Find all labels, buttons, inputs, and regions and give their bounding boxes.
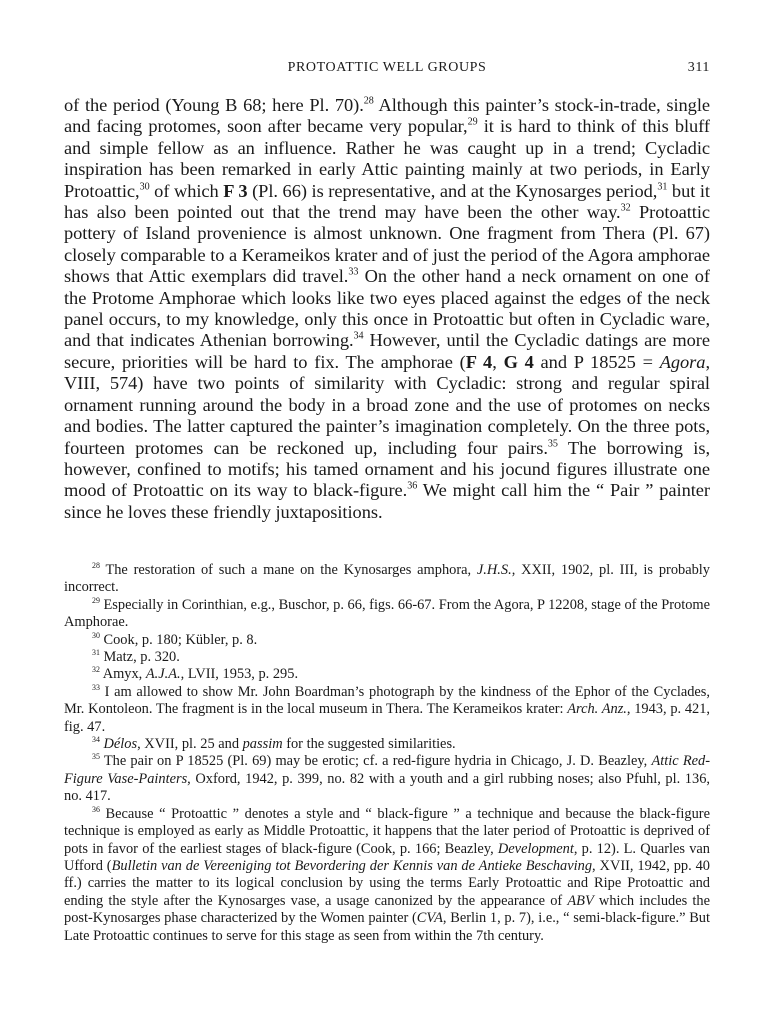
- page-header: [64, 60, 710, 80]
- page-number: 311: [687, 60, 710, 75]
- footnote-34: $^{34}$ Délos, XVII, pl. 25 and passim for the suggested similarities.: [92, 735, 456, 753]
- footnote-36: $^{36}$ Because “ Protoattic ” denotes a style and “ black-figure ” a technique and because the black-figure technique is employed as early as Middle Protoattic, it happens that the later period of Protoattic is deprived of pots in favor of the earliest stages of black-figure (Cook, p. 166; Beazley, Development, p. 12). L. Quarles van Ufford (Bulletin van de Vereeniging tot Bevordering der Kennis van de Antieke Beschaving, XVII, 1942, pp. 40 ff.) carries the matter to its logical conclusion by using the terms Early Protoattic and Ripe Protoattic and ending the style after the Kynosarges vase, a usage canonized by the appearance of ABV which includes the post-Kynosarges phase characterized by the Women painter (CVA, Berlin 1, p. 7), i.e., “ semi-black-figure.” But Late Protoattic continues to serve for this stage as seen from within the 7th century.: [64, 804, 710, 944]
- footnotes: [64, 562, 710, 945]
- body-paragraph: of the period (Young B 68; here Pl. 70).$^{28}$ Although this painter’s stock-in-trade, single and facing protomes, soon after became very popular,$^{29}$ it is hard to think of this bluff and simple fellow as an influence. Rather he was caught up in a trend; Cycladic inspiration has been remarked in early Attic painting mainly at two periods, in Early Protoattic,$^{30}$ of which F 3 (Pl. 66) is representative, and at the Kynosarges period,$^{31}$ but it has also been pointed out that the trend may have been the other way.$^{32}$ Protoattic pottery of Island provenience is almost unknown. One fragment from Thera (Pl. 67) closely comparable to a Kerameikos krater and of just the period of the Agora amphorae shows that Attic exemplars did travel.$^{33}$ On the other hand a neck ornament on one of the Protome Amphorae which looks like two eyes placed against the edges of the neck panel occurs, to my knowledge, only this once in Protoattic but often in Cycladic ware, and that indicates Athenian borrowing.$^{34}$ However, until the Cycladic datings are more secure, priorities will be hard to fix. The amphorae (F 4, G 4 and P 18525 = Agora, VIII, 574) have two points of similarity with Cycladic: strong and regular spiral ornament running around the body in a broad zone and the use of protomes on necks and bodies. The latter captured the painter’s imagination completely. On the three pots, fourteen protomes can be reckoned up, including four pairs.$^{35}$ The borrowing is, however, confined to motifs; his tamed ornament and his jocund figures illustrate one mood of Protoattic on its way to black-figure.$^{36}$ We might call him the “ Pair ” painter since he loves these friendly juxtapositions.: [64, 95, 710, 522]
- footnote-35: $^{35}$ The pair on P 18525 (Pl. 69) may be erotic; cf. a red-figure hydria in Chicago, J. D. Beazley, Attic Red-Figure Vase-Painters, Oxford, 1942, p. 399, no. 82 with a youth and a girl rubbing noses; also Pfuhl, pl. 136, no. 417.: [64, 752, 710, 805]
- footnote-28: $^{28}$ The restoration of such a mane on the Kynosarges amphora, J.H.S., XXII, 1902, pl. III, is probably incorrect.: [64, 561, 710, 596]
- footnote-29: $^{29}$ Especially in Corinthian, e.g., Buschor, p. 66, figs. 66-67. From the Agora, P 12208, stage of the Protome Amphorae.: [64, 595, 710, 631]
- footnote-33: $^{33}$ I am allowed to show Mr. John Boardman’s photograph by the kindness of the Ephor of the Cyclades, Mr. Kontoleon. The fragment is in the local museum in Thera. The Kerameikos krater: Arch. Anz., 1943, p. 421, fig. 47.: [64, 682, 711, 735]
- running-head: PROTOATTIC WELL GROUPS: [287, 60, 487, 75]
- footnote-30: $^{30}$ Cook, p. 180; Kübler, p. 8.: [92, 630, 258, 648]
- footnote-32: $^{32}$ Amyx, A.J.A., LVII, 1953, p. 295.: [92, 665, 299, 683]
- body-text: [64, 95, 710, 523]
- footnote-31: $^{31}$ Matz, p. 320.: [92, 648, 180, 666]
